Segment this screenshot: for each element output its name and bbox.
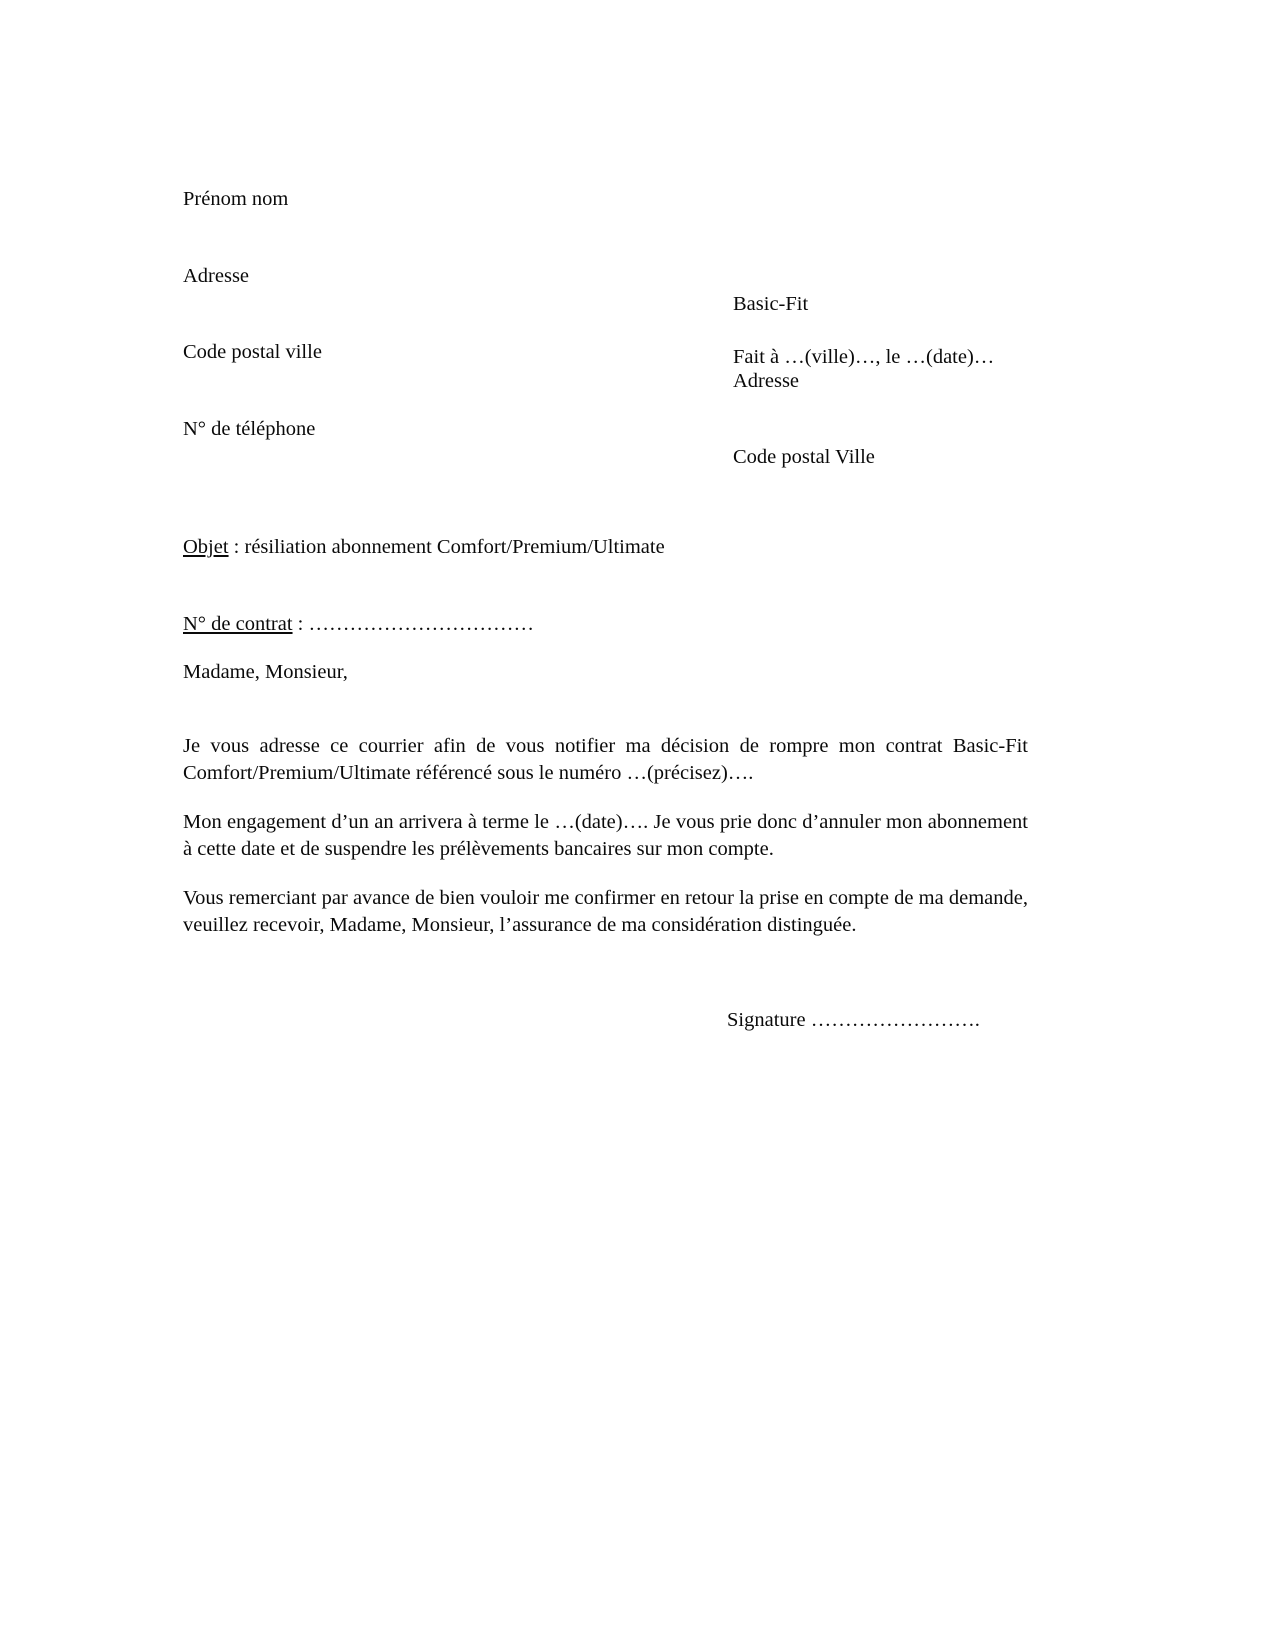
subject-line xyxy=(183,535,665,561)
salutation: Madame, Monsieur, xyxy=(183,661,348,683)
contract-number-line xyxy=(183,612,665,638)
sender-phone: N° de téléphone xyxy=(183,417,316,440)
body-paragraph-2: Mon engagement d’un an arrivera à terme le …(date)…. Je vous prie donc d’annuler mon abonnement à cette date et de suspendre les prélèvements bancaires sur mon compte. xyxy=(183,810,1028,860)
signature-line: Signature ……………………. xyxy=(727,1009,980,1031)
sender-address: Adresse xyxy=(183,264,250,287)
recipient-address-block xyxy=(733,241,875,522)
contract-number-label: N° de contrat xyxy=(183,612,293,635)
recipient-company: Basic-Fit xyxy=(733,293,809,315)
sender-address-block xyxy=(183,136,322,493)
body-paragraph-1: Je vous adresse ce courrier afin de vous notifier ma décision de rompre mon contrat Basic-Fit Comfort/Premium/Ultimate référencé sous le numéro …(précisez)…. xyxy=(183,734,1028,784)
recipient-address: Adresse xyxy=(733,369,800,392)
sender-name: Prénom nom xyxy=(183,188,289,210)
subject-separator: : xyxy=(228,536,245,558)
sender-postal-city: Code postal ville xyxy=(183,341,322,363)
place-and-date: Fait à …(ville)…, le …(date)… xyxy=(733,346,995,368)
body-paragraph-3: Vous remerciant par avance de bien vouloir me confirmer en retour la prise en compte de ma demande, veuillez recevoir, Madame, Monsieur, l’assurance de ma considération distinguée. xyxy=(183,886,1028,936)
contract-number-value: …………………………… xyxy=(308,612,534,635)
recipient-postal-city: Code postal Ville xyxy=(733,446,875,468)
subject-label: Objet xyxy=(183,536,229,558)
subject-block xyxy=(183,484,665,688)
contract-number-separator: : xyxy=(292,612,309,635)
subject-value: résiliation abonnement Comfort/Premium/Ultimate xyxy=(244,536,665,558)
